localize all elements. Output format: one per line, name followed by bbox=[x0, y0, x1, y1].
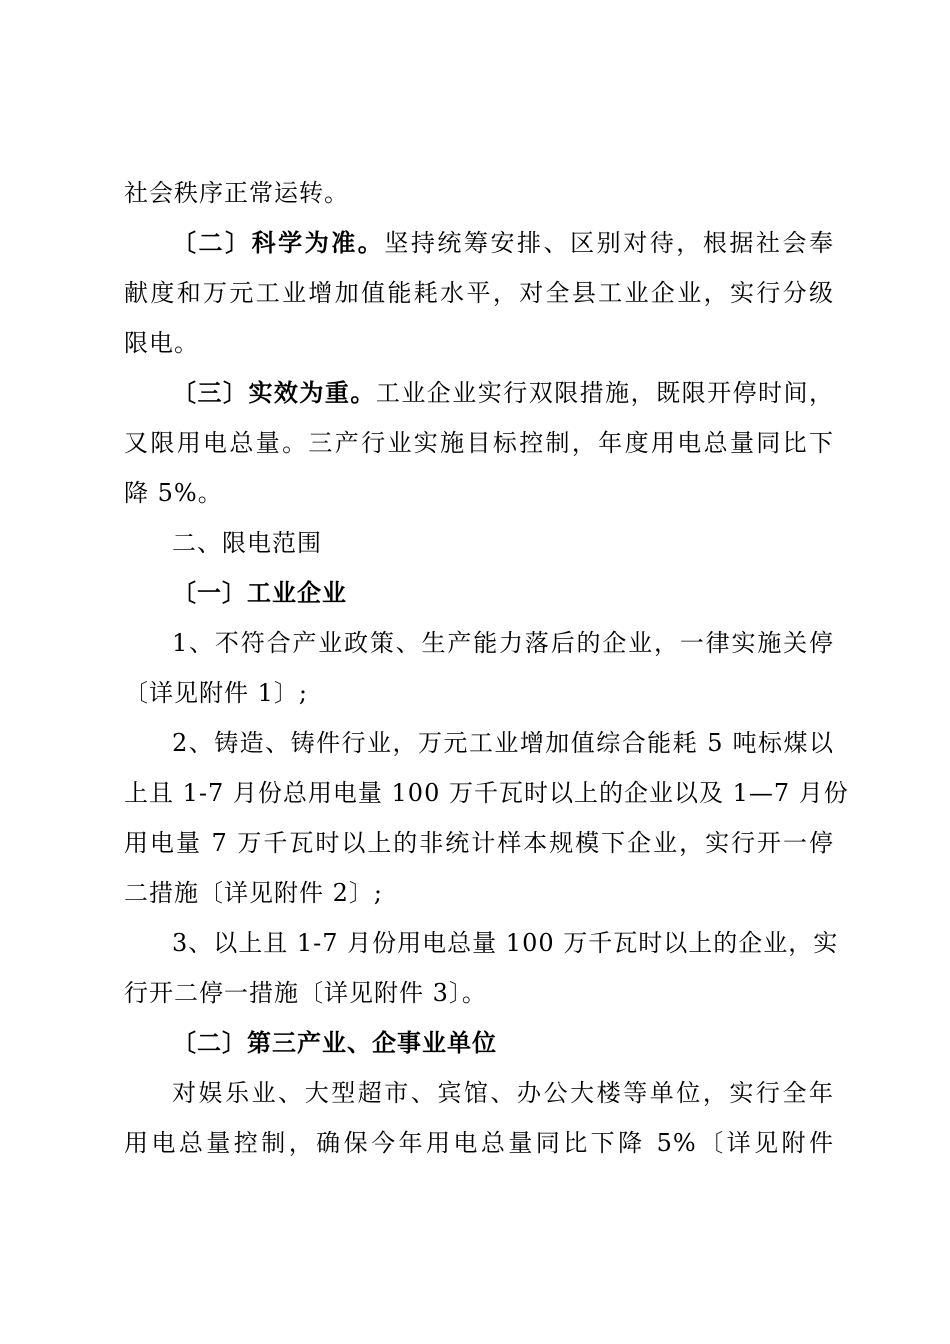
paragraph-heading: 〔二〕科学为准。 bbox=[172, 228, 385, 257]
line-text: 〔一〕工业企业 bbox=[172, 578, 347, 607]
line-text: 2、铸造、铸件行业，万元工业增加值综合能耗 5 吨标煤以 bbox=[172, 729, 834, 757]
text-line bbox=[124, 868, 834, 918]
text-line bbox=[124, 168, 834, 218]
text-line bbox=[124, 918, 839, 968]
text-line bbox=[124, 268, 834, 318]
text-line bbox=[124, 1068, 834, 1118]
paragraph-heading: 〔三〕实效为重。 bbox=[172, 378, 376, 407]
line-text: 降 5%。 bbox=[124, 479, 223, 507]
line-text: 用电量 7 万千瓦时以上的非统计样本规模下企业，实行开一停 bbox=[124, 829, 834, 857]
line-text: 对娱乐业、大型超市、宾馆、办公大楼等单位，实行全年 bbox=[172, 1079, 834, 1107]
line-text: 限电。 bbox=[124, 329, 199, 357]
text-line bbox=[124, 418, 834, 468]
text-line bbox=[124, 518, 834, 568]
line-text: 二措施〔详见附件 2〕; bbox=[124, 879, 383, 907]
line-text: 献度和万元工业增加值能耗水平，对全县工业企业，实行分级 bbox=[124, 279, 834, 307]
text-line bbox=[124, 468, 834, 518]
text-line bbox=[124, 318, 834, 368]
line-text: 二、限电范围 bbox=[172, 529, 322, 557]
line-text: 工业企业实行双限措施，既限开停时间， bbox=[375, 379, 835, 407]
line-text: 上且 1-7 月份总用电量 100 万千瓦时以上的企业以及 1—7 月份 bbox=[124, 779, 849, 807]
line-text: 1、不符合产业政策、生产能力落后的企业，一律实施关停 bbox=[172, 629, 834, 657]
text-line bbox=[124, 768, 849, 818]
text-line bbox=[124, 1018, 834, 1068]
text-line bbox=[124, 668, 834, 718]
text-line bbox=[124, 818, 834, 868]
line-text: 社会秩序正常运转。 bbox=[124, 179, 349, 207]
text-line bbox=[124, 968, 834, 1018]
document-body bbox=[124, 168, 849, 1168]
text-line bbox=[124, 718, 834, 768]
line-text: 又限用电总量。三产行业实施目标控制，年度用电总量同比下 bbox=[124, 429, 834, 457]
line-text: 坚持统筹安排、区别对待，根据社会奉 bbox=[384, 229, 835, 257]
line-text: 〔二〕第三产业、企事业单位 bbox=[172, 1028, 497, 1057]
line-text: 3、以上且 1-7 月份用电总量 100 万千瓦时以上的企业，实 bbox=[172, 929, 839, 957]
line-text: 用电总量控制，确保今年用电总量同比下降 5%〔详见附件 bbox=[124, 1129, 834, 1157]
text-line bbox=[124, 568, 834, 618]
text-line bbox=[124, 368, 834, 418]
text-line bbox=[124, 1118, 834, 1168]
line-text: 〔详见附件 1〕; bbox=[124, 679, 308, 707]
line-text: 行开二停一措施〔详见附件 3〕。 bbox=[124, 979, 487, 1007]
text-line bbox=[124, 218, 834, 268]
text-line bbox=[124, 618, 834, 668]
